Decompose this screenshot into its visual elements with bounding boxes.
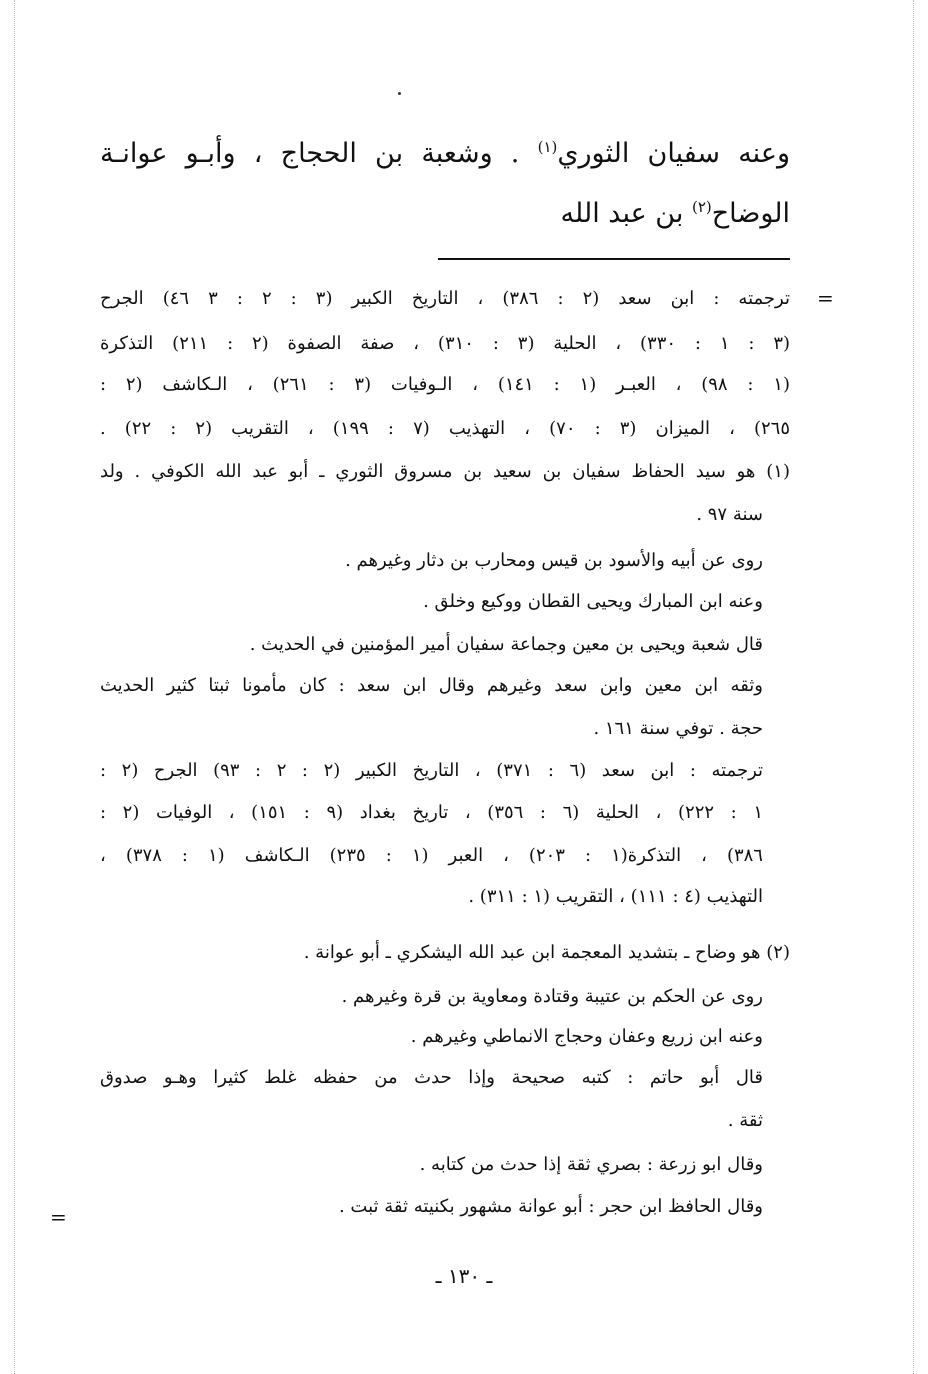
footnote-2-line: (٢) هو وضاح ـ بتشديد المعجمة ابن عبد الله اليشكري ـ أبو عوانة .: [303, 942, 790, 963]
main-text-line-2: [561, 200, 790, 227]
footnote-2-line: وعنه ابن زريع وعفان وحجاج الانماطي وغيرهم .: [410, 1026, 763, 1047]
continuation-mark: =: [817, 286, 834, 310]
footnote-1-line: روى عن أبيه والأسود بن قيس ومحارب بن دثار وغيرهم .: [345, 550, 763, 571]
footnote-1-line: (١) هو سيد الحفاظ سفيان بن سعيد بن مسروق الثوري ـ أبو عبد الله الكوفي . ولد: [100, 461, 790, 482]
margin-dotted-line-right: [913, 0, 914, 1374]
footnote-1-line: التهذيب (٤ : ١١١) ، التقريب (١ : ٣١١) .: [468, 886, 763, 907]
footnote-1-line: حجة . توفي سنة ١٦١ .: [593, 718, 763, 739]
footnote-marker-1[interactable]: (١): [537, 138, 558, 156]
footnote-2-line: روى عن الحكم بن عتيبة وقتادة ومعاوية بن قرة وغيرهم .: [341, 986, 763, 1007]
footnote-1-line: ٣٨٦) ، التذكرة(١ : ٢٠٣) ، العبر (١ : ٢٣٥) الـكاشف (١ : ٣٧٨) ،: [100, 845, 763, 866]
main-text-segment: وعنه سفيان الثوري: [557, 138, 790, 169]
scan-speck: [398, 92, 401, 95]
footnote-2-line: قال أبو حاتم : كتبه صحيحة وإذا حدث من حفظه غلط كثيرا وهـو صدوق: [100, 1067, 763, 1088]
footnote-1-line: وعنه ابن المبارك ويحيى القطان ووكيع وخلق .: [423, 591, 763, 612]
footnote-separator: [438, 258, 790, 260]
continued-note-line: (٣ : ١ : ٣٣٠) ، الحلية (٣ : ٣١٠) ، صفة الصفوة (٢ : ٢١١) التذكرة: [100, 333, 791, 354]
continuation-mark-bottom: =: [50, 1205, 67, 1229]
footnote-1-line: ١ : ٢٢٢) ، الحلية (٦ : ٣٥٦) ، تاريخ بغداد (٩ : ١٥١) ، الوفيات (٢ :: [100, 802, 763, 823]
footnote-1-line: ترجمته : ابن سعد (٦ : ٣٧١) ، التاريخ الكبير (٢ : ٢ : ٩٣) الجرح (٢ :: [100, 760, 764, 781]
main-text-segment: بن عبد الله: [560, 198, 684, 229]
footnote-marker-2[interactable]: (٢): [691, 198, 712, 216]
page-number: ـ ١٣٠ ـ: [435, 1264, 493, 1288]
main-text-segment: الوضاح: [711, 198, 790, 229]
footnote-2-line: ثقة .: [727, 1110, 763, 1131]
main-text-segment: . وشعبة بن الحجاج ، وأبـو عوانـة: [100, 138, 520, 169]
footnote-1-line: قال شعبة ويحيى بن معين وجماعة سفيان أمير المؤمنين في الحديث .: [249, 634, 763, 655]
margin-dotted-line-left: [14, 0, 15, 1374]
footnote-1-line: وثقه ابن معين وابن سعد وغيرهم وقال ابن سعد : كان مأمونا ثبتا كثير الحديث: [100, 675, 763, 696]
main-text-line-1: [100, 140, 790, 167]
footnote-2-line: وقال الحافظ ابن حجر : أبو عوانة مشهور بكنيته ثقة ثبت .: [338, 1196, 763, 1217]
continued-note-line: ترجمته : ابن سعد (٢ : ٣٨٦) ، التاريخ الكبير (٣ : ٢ : ٣ ٤٦) الجرح: [100, 288, 790, 309]
footnote-1-line: سنة ٩٧ .: [696, 504, 763, 525]
footnote-2-line: وقال ابو زرعة : بصري ثقة إذا حدث من كتابه .: [419, 1154, 763, 1175]
continued-note-line: ٢٦٥) ، الميزان (٣ : ٧٠) ، التهذيب (٧ : ١٩٩) ، التقريب (٢ : ٢٢) .: [100, 418, 791, 439]
continued-note-line: (١ : ٩٨) ، العبـر (١ : ١٤١) ، الـوفيات (٣ : ٢٦١) ، الـكاشف (٢ :: [100, 374, 790, 395]
